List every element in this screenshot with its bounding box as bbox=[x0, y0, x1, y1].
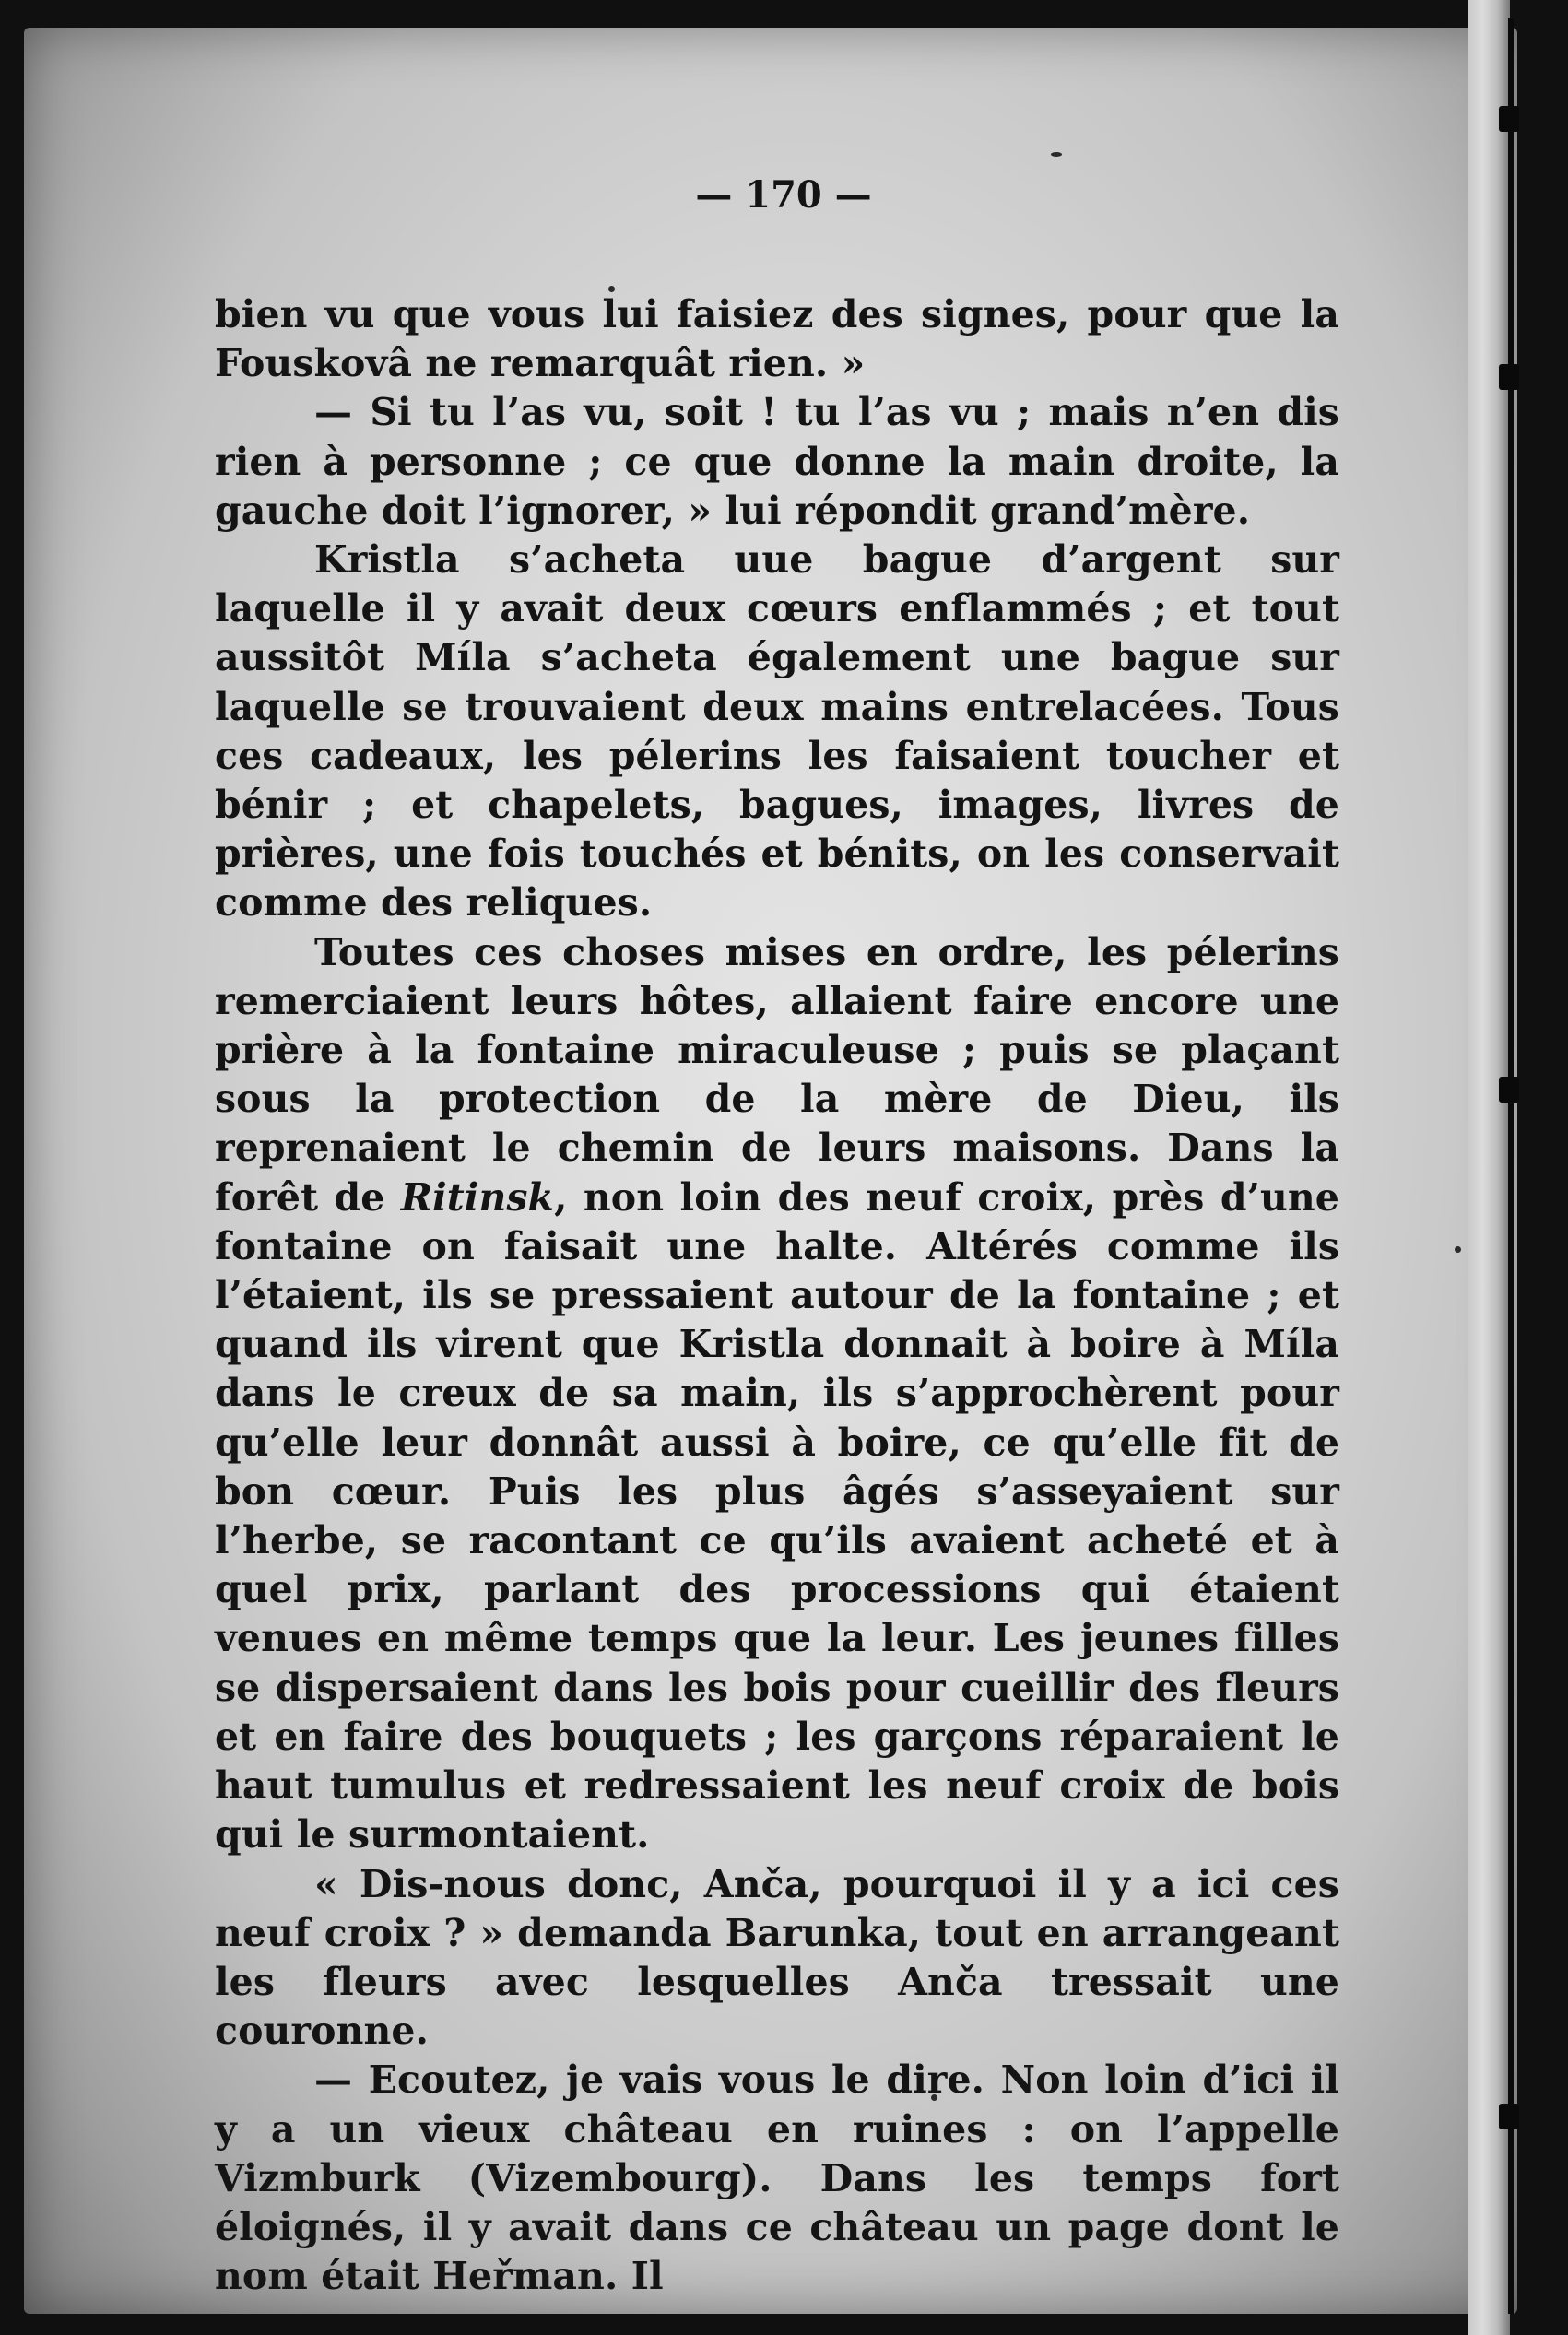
paragraph-pilgrims-return bbox=[215, 928, 1339, 1860]
book-page-edge bbox=[1468, 0, 1510, 2335]
edge-mark bbox=[1499, 1077, 1519, 1103]
page-number: — 170 — bbox=[695, 173, 872, 217]
place-name-italic: Ritinsk bbox=[400, 1174, 555, 1220]
dust-speck bbox=[1051, 152, 1062, 157]
paragraph-dialogue: — Si tu l’as vu, soit ! tu l’as vu ; mais n’en dis rien à personne ; ce que donne la main droite, la gauche doit l’ignorer, » lui répondit grand’mère. bbox=[215, 390, 1339, 533]
edge-mark bbox=[1499, 364, 1519, 390]
body-text bbox=[215, 290, 1339, 2301]
paragraph-text-part: , non loin des neuf croix, près d’une fontaine on faisait une halte. Altérés comme ils l’étaient, ils se pressaient autour de la fontaine ; et quand ils virent que Kristla donnait à boire à Míla dans le creux de sa main, ils s’approchèrent pour qu’elle leur donnât aussi à boire, ce qu’elle fit de bon cœur. Puis les plus âgés s’asseyaient sur l’herbe, se racontant ce qu’ils avaient acheté et à quel prix, parlant des processions qui étaient venues en même temps que la leur. Les jeunes filles se dispersaient dans les bois pour cueillir des fleurs et en faire des bouquets ; les garçons réparaient le haut tumulus et redressaient les neuf croix de bois qui le surmontaient. bbox=[215, 1174, 1339, 1857]
binding-edge-line bbox=[1508, 18, 1514, 2314]
edge-mark bbox=[1499, 2104, 1519, 2129]
paragraph-question: « Dis-nous donc, Anča, pourquoi il y a ici ces neuf croix ? » demanda Barunka, tout en arrangeant les fleurs avec lesquelles Anča tressait une couronne. bbox=[215, 1861, 1339, 2054]
dust-speck bbox=[1455, 1246, 1461, 1253]
paragraph-text-part: Toutes ces choses mises en ordre, les pélerins remerciaient leurs hôtes, allaient faire encore une prière à la fontaine miraculeuse ; puis se plaçant sous la protection de la mère de Dieu, ils reprenaient le chemin de leurs maisons. Dans la forêt de bbox=[215, 929, 1339, 1220]
edge-mark bbox=[1499, 106, 1519, 132]
paragraph-story-start: — Ecoutez, je vais vous le dire. Non loin d’ici il y a un vieux château en ruines : on l’appelle Vizmburk (Vizembourg). Dans les temps fort éloignés, il y avait dans ce château un page dont le nom était Heřman. Il bbox=[215, 2058, 1339, 2299]
paragraph-kristla-ring: Kristla s’acheta uue bague d’argent sur laquelle il y avait deux cœurs enflammés ; et tout aussitôt Míla s’acheta également une bague sur laquelle se trouvaient deux mains entrelacées. Tous ces cadeaux, les pélerins les faisaient toucher et bénir ; et chapelets, bagues, images, livres de prières, une fois touchés et bénits, on les conservait comme des reliques. bbox=[215, 537, 1339, 926]
paragraph-continued: bien vu que vous lui faisiez des signes, pour que la Fouskovâ ne remarquât rien. » bbox=[215, 292, 1339, 386]
